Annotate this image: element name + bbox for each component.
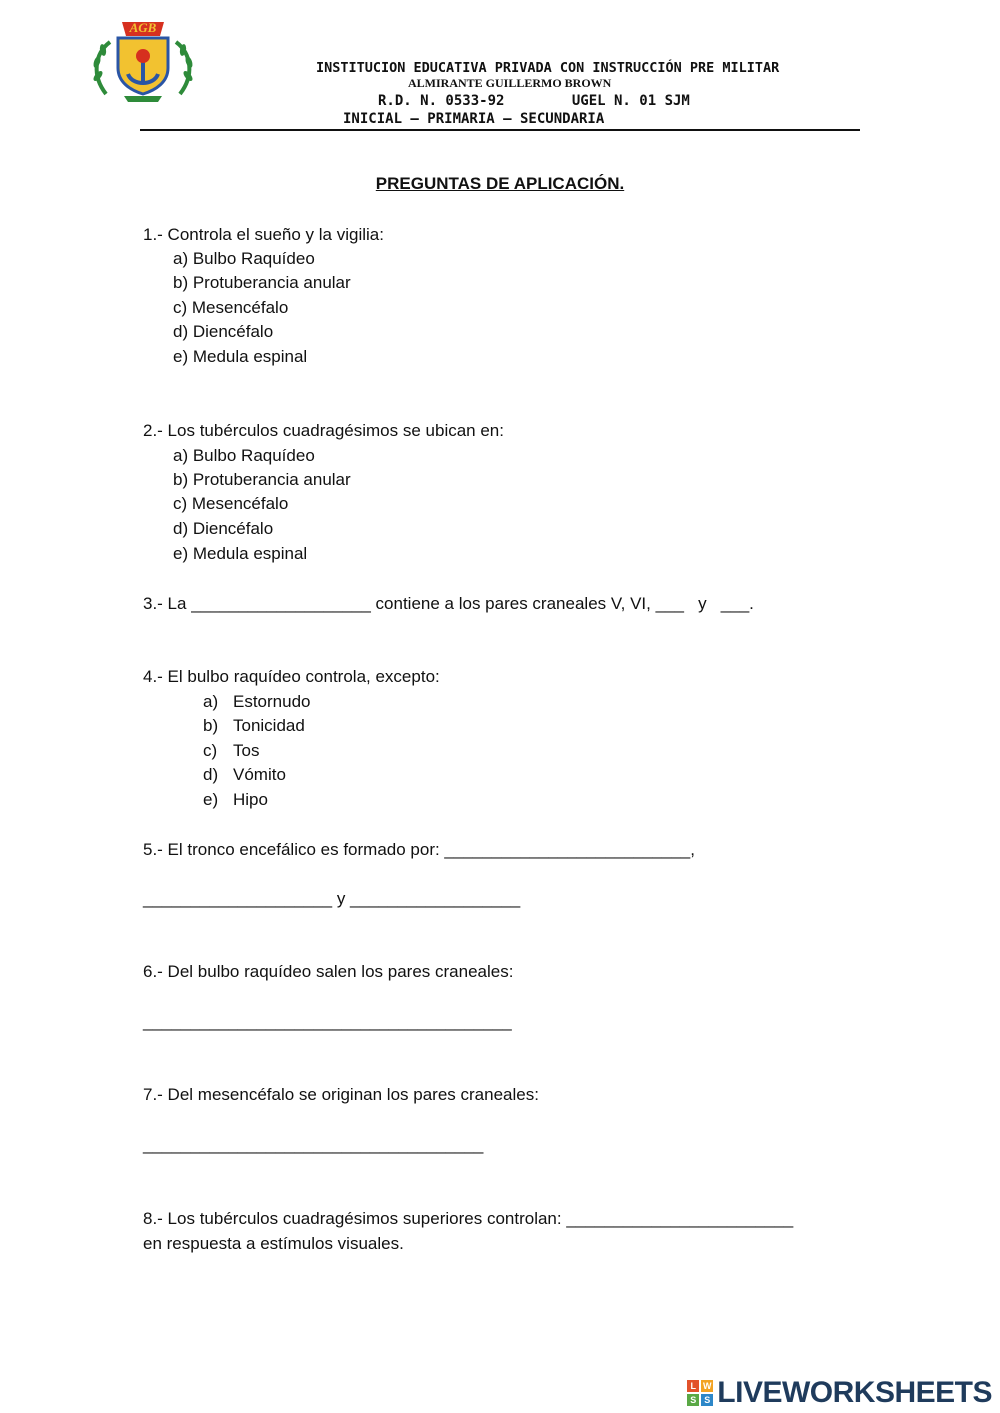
question-4-option-d[interactable]: Vómito	[233, 765, 286, 784]
question-6-text: 6.- Del bulbo raquídeo salen los pares craneales:	[143, 962, 514, 981]
liveworksheets-logo-icon	[687, 1380, 713, 1406]
header-levels-line: INICIAL – PRIMARIA – SECUNDARIA	[343, 111, 605, 127]
liveworksheets-watermark	[687, 1376, 992, 1410]
header-resolution-line: R.D. N. 0533-92 UGEL N. 01 SJM	[378, 93, 690, 109]
question-1-option-a[interactable]: a) Bulbo Raquídeo	[173, 249, 315, 268]
question-6-answer-line[interactable]: _______________________________________	[143, 1012, 512, 1031]
question-4-option-b[interactable]: Tonicidad	[233, 716, 305, 735]
logo-lettering: AGB	[129, 20, 157, 35]
question-5-text[interactable]: 5.- El tronco encefálico es formado por: __________________________,	[143, 840, 695, 859]
question-4-option-e[interactable]: Hipo	[233, 790, 268, 809]
logo-tile-s2: S	[701, 1394, 713, 1406]
question-3-text[interactable]: 3.- La ___________________ contiene a los pares craneales V, VI, ___ y ___.	[143, 594, 754, 613]
question-4-text: 4.- El bulbo raquídeo controla, excepto:	[143, 667, 440, 686]
question-2-option-d[interactable]: d) Diencéfalo	[173, 519, 274, 538]
question-5-answer-line[interactable]: ____________________ y __________________	[143, 889, 521, 908]
question-1-option-c[interactable]: c) Mesencéfalo	[173, 298, 289, 317]
question-2-option-e[interactable]: e) Medula espinal	[173, 544, 308, 563]
question-1-text: 1.- Controla el sueño y la vigilia:	[143, 225, 384, 244]
question-4-option-a[interactable]: Estornudo	[233, 692, 311, 711]
question-4-letter-d: d)	[203, 765, 219, 784]
question-4-letter-b: b)	[203, 716, 219, 735]
logo-tile-l: L	[687, 1380, 699, 1392]
question-1-option-e[interactable]: e) Medula espinal	[173, 347, 308, 366]
question-7-text: 7.- Del mesencéfalo se originan los pares craneales:	[143, 1085, 539, 1104]
question-2-text: 2.- Los tubérculos cuadragésimos se ubican en:	[143, 421, 504, 440]
question-2-option-c[interactable]: c) Mesencéfalo	[173, 494, 289, 513]
question-1-option-d[interactable]: d) Diencéfalo	[173, 322, 274, 341]
page-title: PREGUNTAS DE APLICACIÓN.	[375, 174, 625, 193]
logo-tile-w: W	[703, 1381, 712, 1391]
question-8-text[interactable]: 8.- Los tubérculos cuadragésimos superiores controlan: ________________________	[143, 1209, 794, 1228]
question-1-option-b[interactable]: b) Protuberancia anular	[173, 273, 351, 292]
question-2-option-a[interactable]: a) Bulbo Raquídeo	[173, 446, 315, 465]
header-institution-line: INSTITUCION EDUCATIVA PRIVADA CON INSTRUCCIÓN PRE MILITAR	[316, 60, 780, 76]
question-4-option-c[interactable]: Tos	[233, 741, 260, 760]
header-divider	[140, 129, 860, 131]
liveworksheets-wordmark: LIVEWORKSHEETS	[717, 1376, 992, 1409]
school-logo	[88, 16, 198, 104]
header-school-name: ALMIRANTE GUILLERMO BROWN	[408, 76, 612, 90]
question-8-text-continued: en respuesta a estímulos visuales.	[143, 1234, 404, 1253]
question-4-letter-c: c)	[203, 741, 218, 760]
question-4-letter-a: a)	[203, 692, 219, 711]
question-7-answer-line[interactable]: ____________________________________	[143, 1135, 484, 1154]
question-2-option-b[interactable]: b) Protuberancia anular	[173, 470, 351, 489]
logo-tile-s1: S	[687, 1394, 699, 1406]
question-4-letter-e: e)	[203, 790, 219, 809]
